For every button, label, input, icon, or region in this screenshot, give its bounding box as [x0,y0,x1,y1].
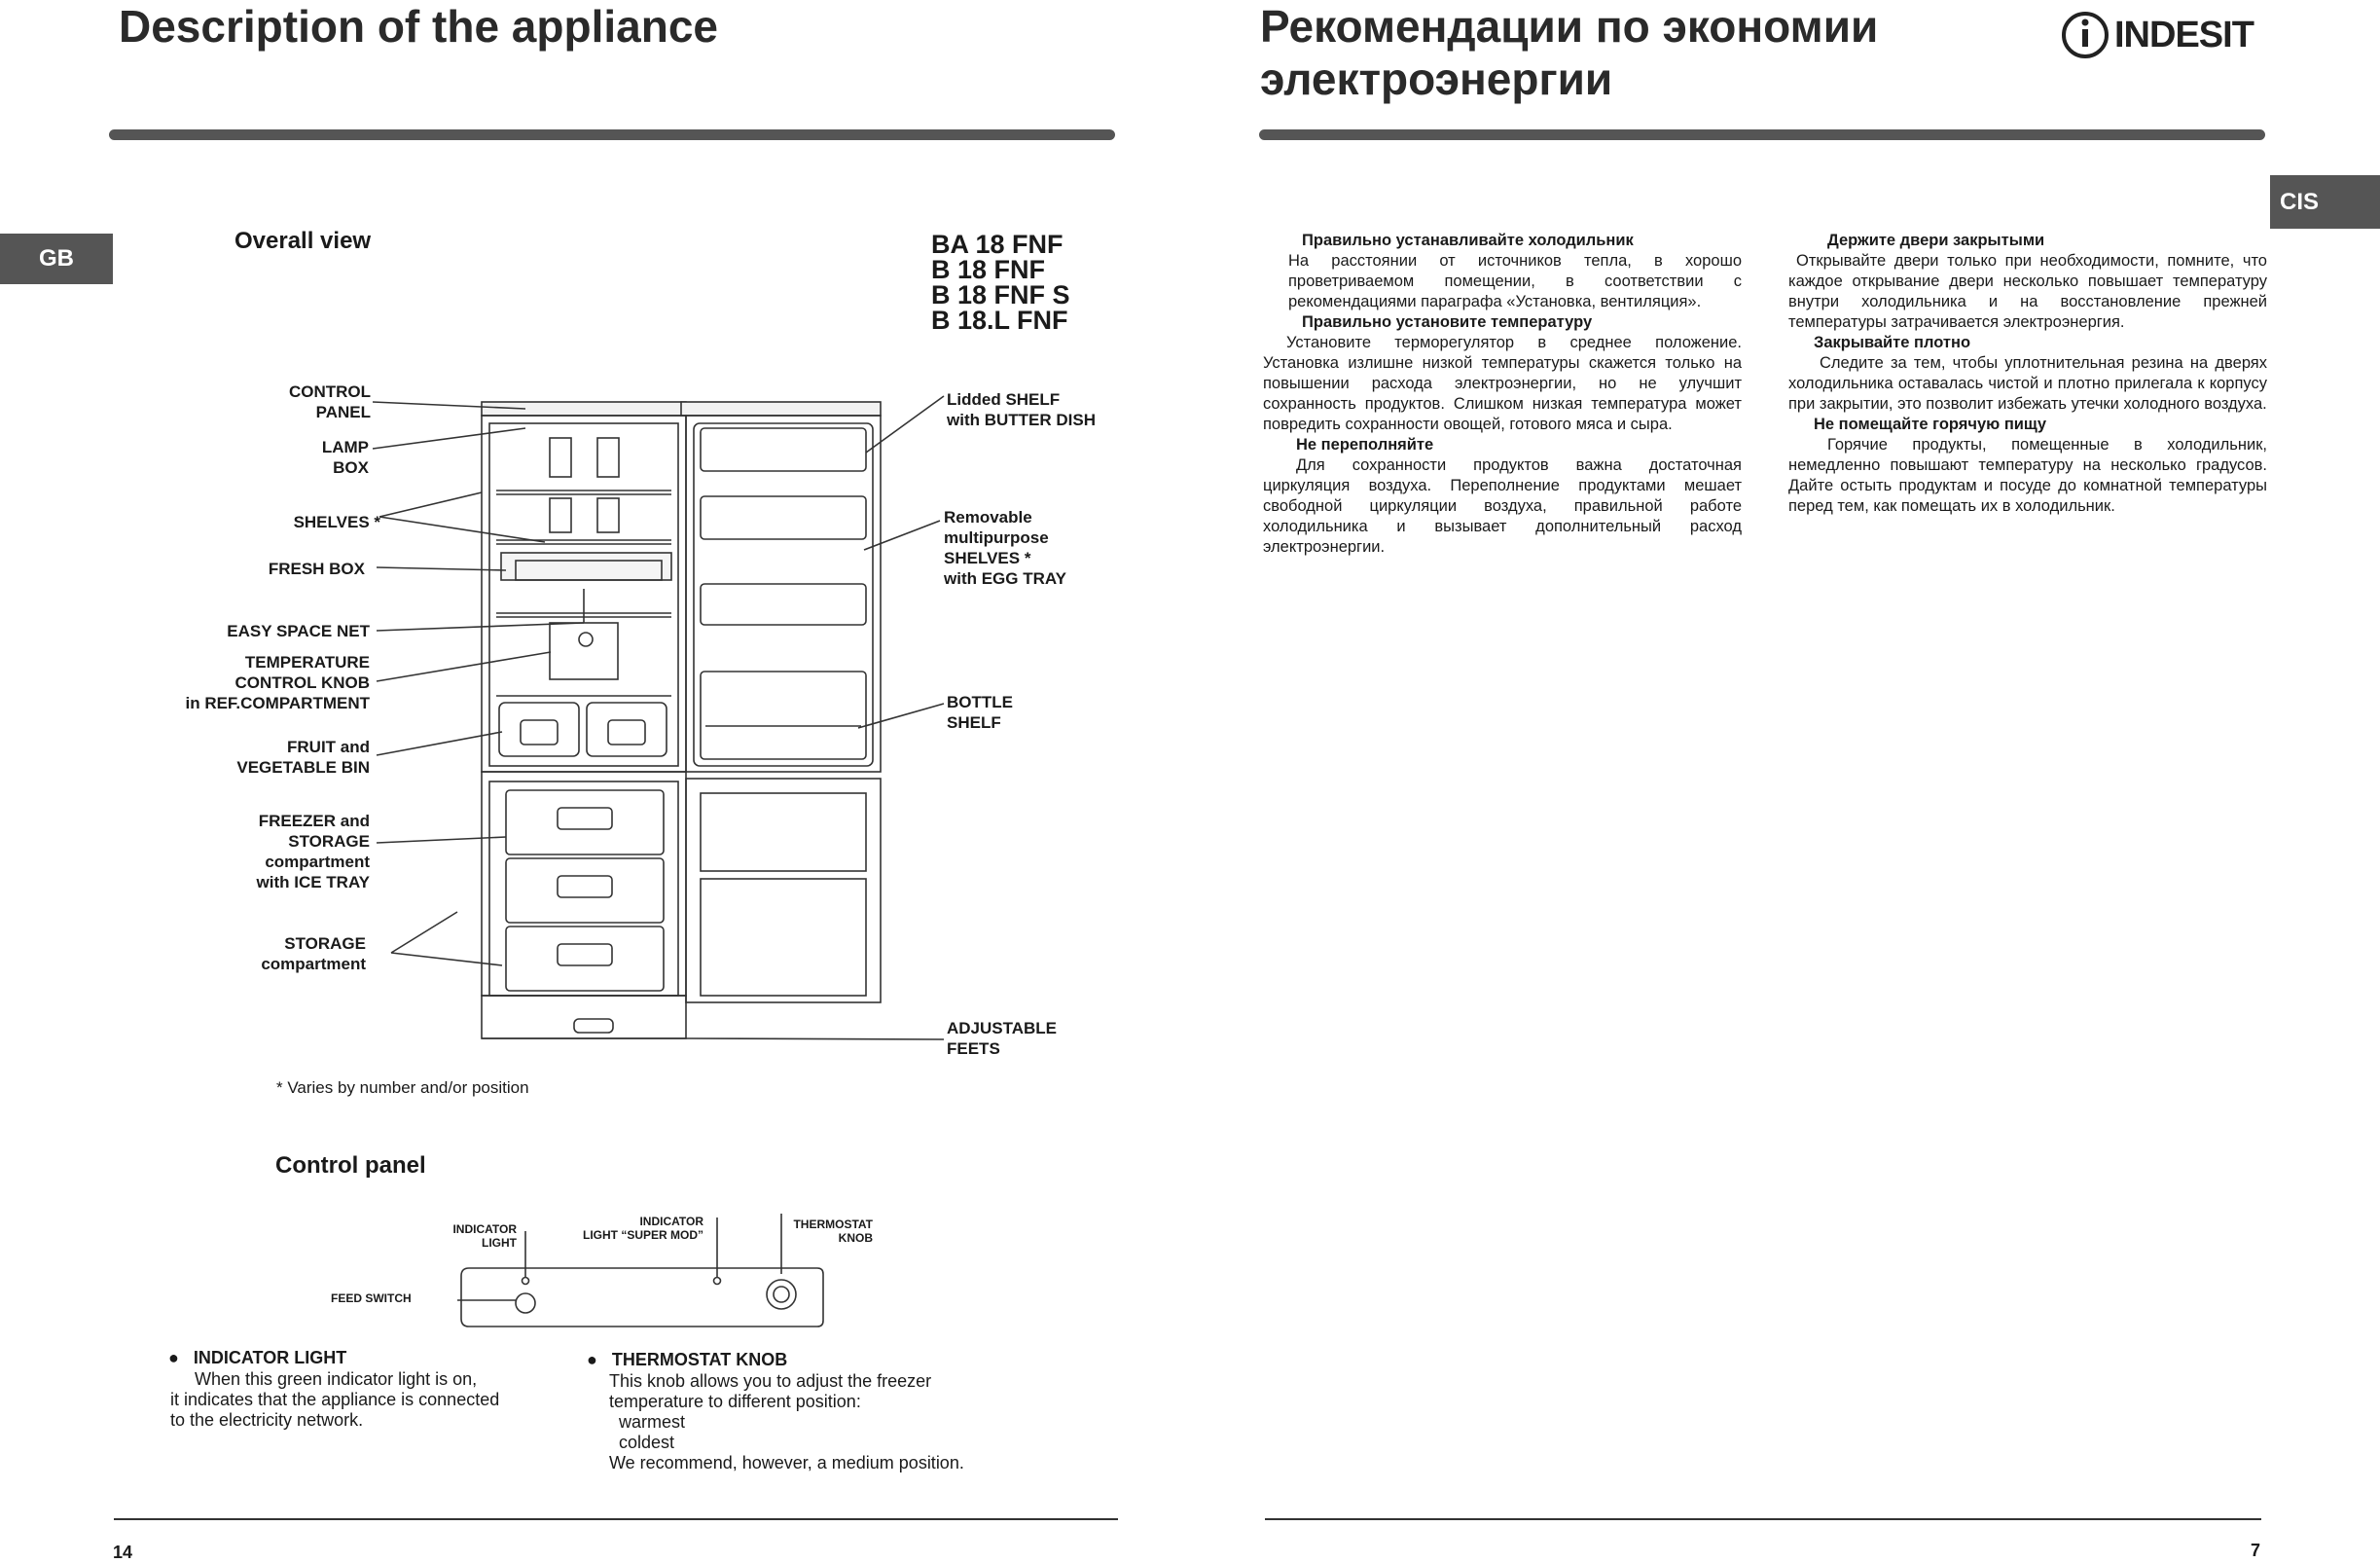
model-name: B 18.L FNF [931,306,1068,335]
indicator-bullet-title: ● INDICATOR LIGHT [168,1348,347,1367]
ru-heading: Держите двери закрытыми [1827,232,2045,249]
thermostat-title-text: THERMOSTAT KNOB [611,1350,788,1369]
label-shelves: SHELVES * [293,513,380,531]
cp-label-indicator-light: INDICATOR LIGHT [452,1222,517,1250]
indicator-bullet-text: When this green indicator light is on, it indicates that the appliance is connected to the electricity network. [170,1369,500,1430]
overall-view-heading: Overall view [234,228,372,254]
ru-column-2 [1788,231,2267,517]
label-fresh-box: FRESH BOX [268,560,365,578]
model-name: B 18 FNF S [931,280,1070,309]
title-rule-right [1259,129,2265,140]
ru-heading: Не помещайте горячую пищу [1814,416,2047,433]
footer-rule-right [1265,1518,2261,1520]
label-easy-space-net: EASY SPACE NET [227,622,370,640]
ru-paragraph: Для сохранности продуктов важна достаточная циркуляция воздуха. Переполнение продуктами мешает свободной циркуляции воздуха, правильной работе холодильника и вызывает дополнительный расход электроэнергии. [1263,456,1742,556]
cp-label-thermostat-knob: THERMOSTAT KNOB [793,1218,873,1245]
page-title-right: Рекомендации по экономии электроэнергии [1260,1,1879,104]
ru-paragraph: Горячие продукты, помещенные в холодильник, немедленно повышают температуру на несколько градусов. Дайте остыть продуктам и посуде до комнатной температуры перед тем, как помещать их в холодильник. [1788,436,2267,515]
model-name: B 18 FNF [931,255,1046,284]
ru-heading: Закрывайте плотно [1814,334,1971,351]
ru-paragraph [1263,251,1742,312]
label-freezer: FREEZER and STORAGE compartment with ICE TRAY [256,812,370,891]
control-panel-heading: Control panel [275,1152,426,1179]
brand-name: INDESIT [2114,14,2254,55]
label-fruit-bin: FRUIT and VEGETABLE BIN [236,738,370,777]
ru-column-1 [1263,231,1742,558]
label-storage: STORAGE compartment [261,934,366,973]
model-name: BA 18 FNF [931,230,1064,259]
gb-tab: GB [0,234,113,284]
thermostat-bullet-text: This knob allows you to adjust the freezer temperature to different position: warmest coldest We recommend, however, a medium position. [609,1371,964,1472]
indesit-logo-icon [2060,10,2110,60]
ru-paragraph: Установите терморегулятор в среднее положение. Установка излишне низкой температуры скажется только на повышении расхода электроэнергии, но не улучшит сохранность продуктов. Слишком низкая температура может повредить сохранности овощей, готового мяса и сыра. [1263,334,1742,433]
page-number-left: 14 [113,1543,133,1562]
footer-rule-left [114,1518,1118,1520]
cp-label-indicator-super: INDICATOR LIGHT “SUPER MOD” [582,1215,703,1242]
footnote: * Varies by number and/or position [276,1078,529,1097]
ru-heading: Правильно установите температуру [1302,313,1593,331]
ru-heading: Не переполняйте [1296,436,1434,454]
page-number-right: 7 [2251,1541,2261,1560]
ru-paragraph: Следите за тем, чтобы уплотнительная резина на дверях холодильника оставалась чистой и плотно прилегала к корпусу при закрытии, это позволит избежать утечки холодного воздуха. [1788,354,2267,413]
ru-heading: Правильно устанавливайте холодильник [1302,232,1634,249]
label-lidded-shelf: Lidded SHELF with BUTTER DISH [947,390,1096,429]
label-control-panel: CONTROL PANEL [288,382,371,421]
label-adjustable-feets: ADJUSTABLE FEETS [947,1019,1058,1058]
label-bottle-shelf: BOTTLE SHELF [947,693,1013,732]
ru-paragraph-text: На расстоянии от источников тепла, в хорошо проветриваемом помещении, в соответствии с рекомендациями параграфа «Установка, вентиляция». [1288,252,1742,310]
cis-tab: CIS [2270,175,2380,229]
thermostat-bullet-title: ● THERMOSTAT KNOB [587,1350,788,1369]
label-temperature-knob: TEMPERATURE CONTROL KNOB in REF.COMPARTMENT [185,653,370,712]
cp-label-feed-switch: FEED SWITCH [331,1291,412,1305]
ru-paragraph: Открывайте двери только при необходимости, помните, что каждое открывание двери несколько повышает температуру внутри холодильника и на восстановление прежней температуры затрачивается электроэнергия. [1788,252,2267,331]
label-lamp-box: LAMP BOX [321,438,369,477]
indicator-title-text: INDICATOR LIGHT [193,1348,347,1367]
label-removable-shelves: Removable multipurpose SHELVES * with EGG TRAY [944,508,1066,588]
page-title-left: Description of the appliance [119,1,718,52]
control-panel-diagram [457,1212,847,1338]
indesit-logo [2060,10,2254,60]
